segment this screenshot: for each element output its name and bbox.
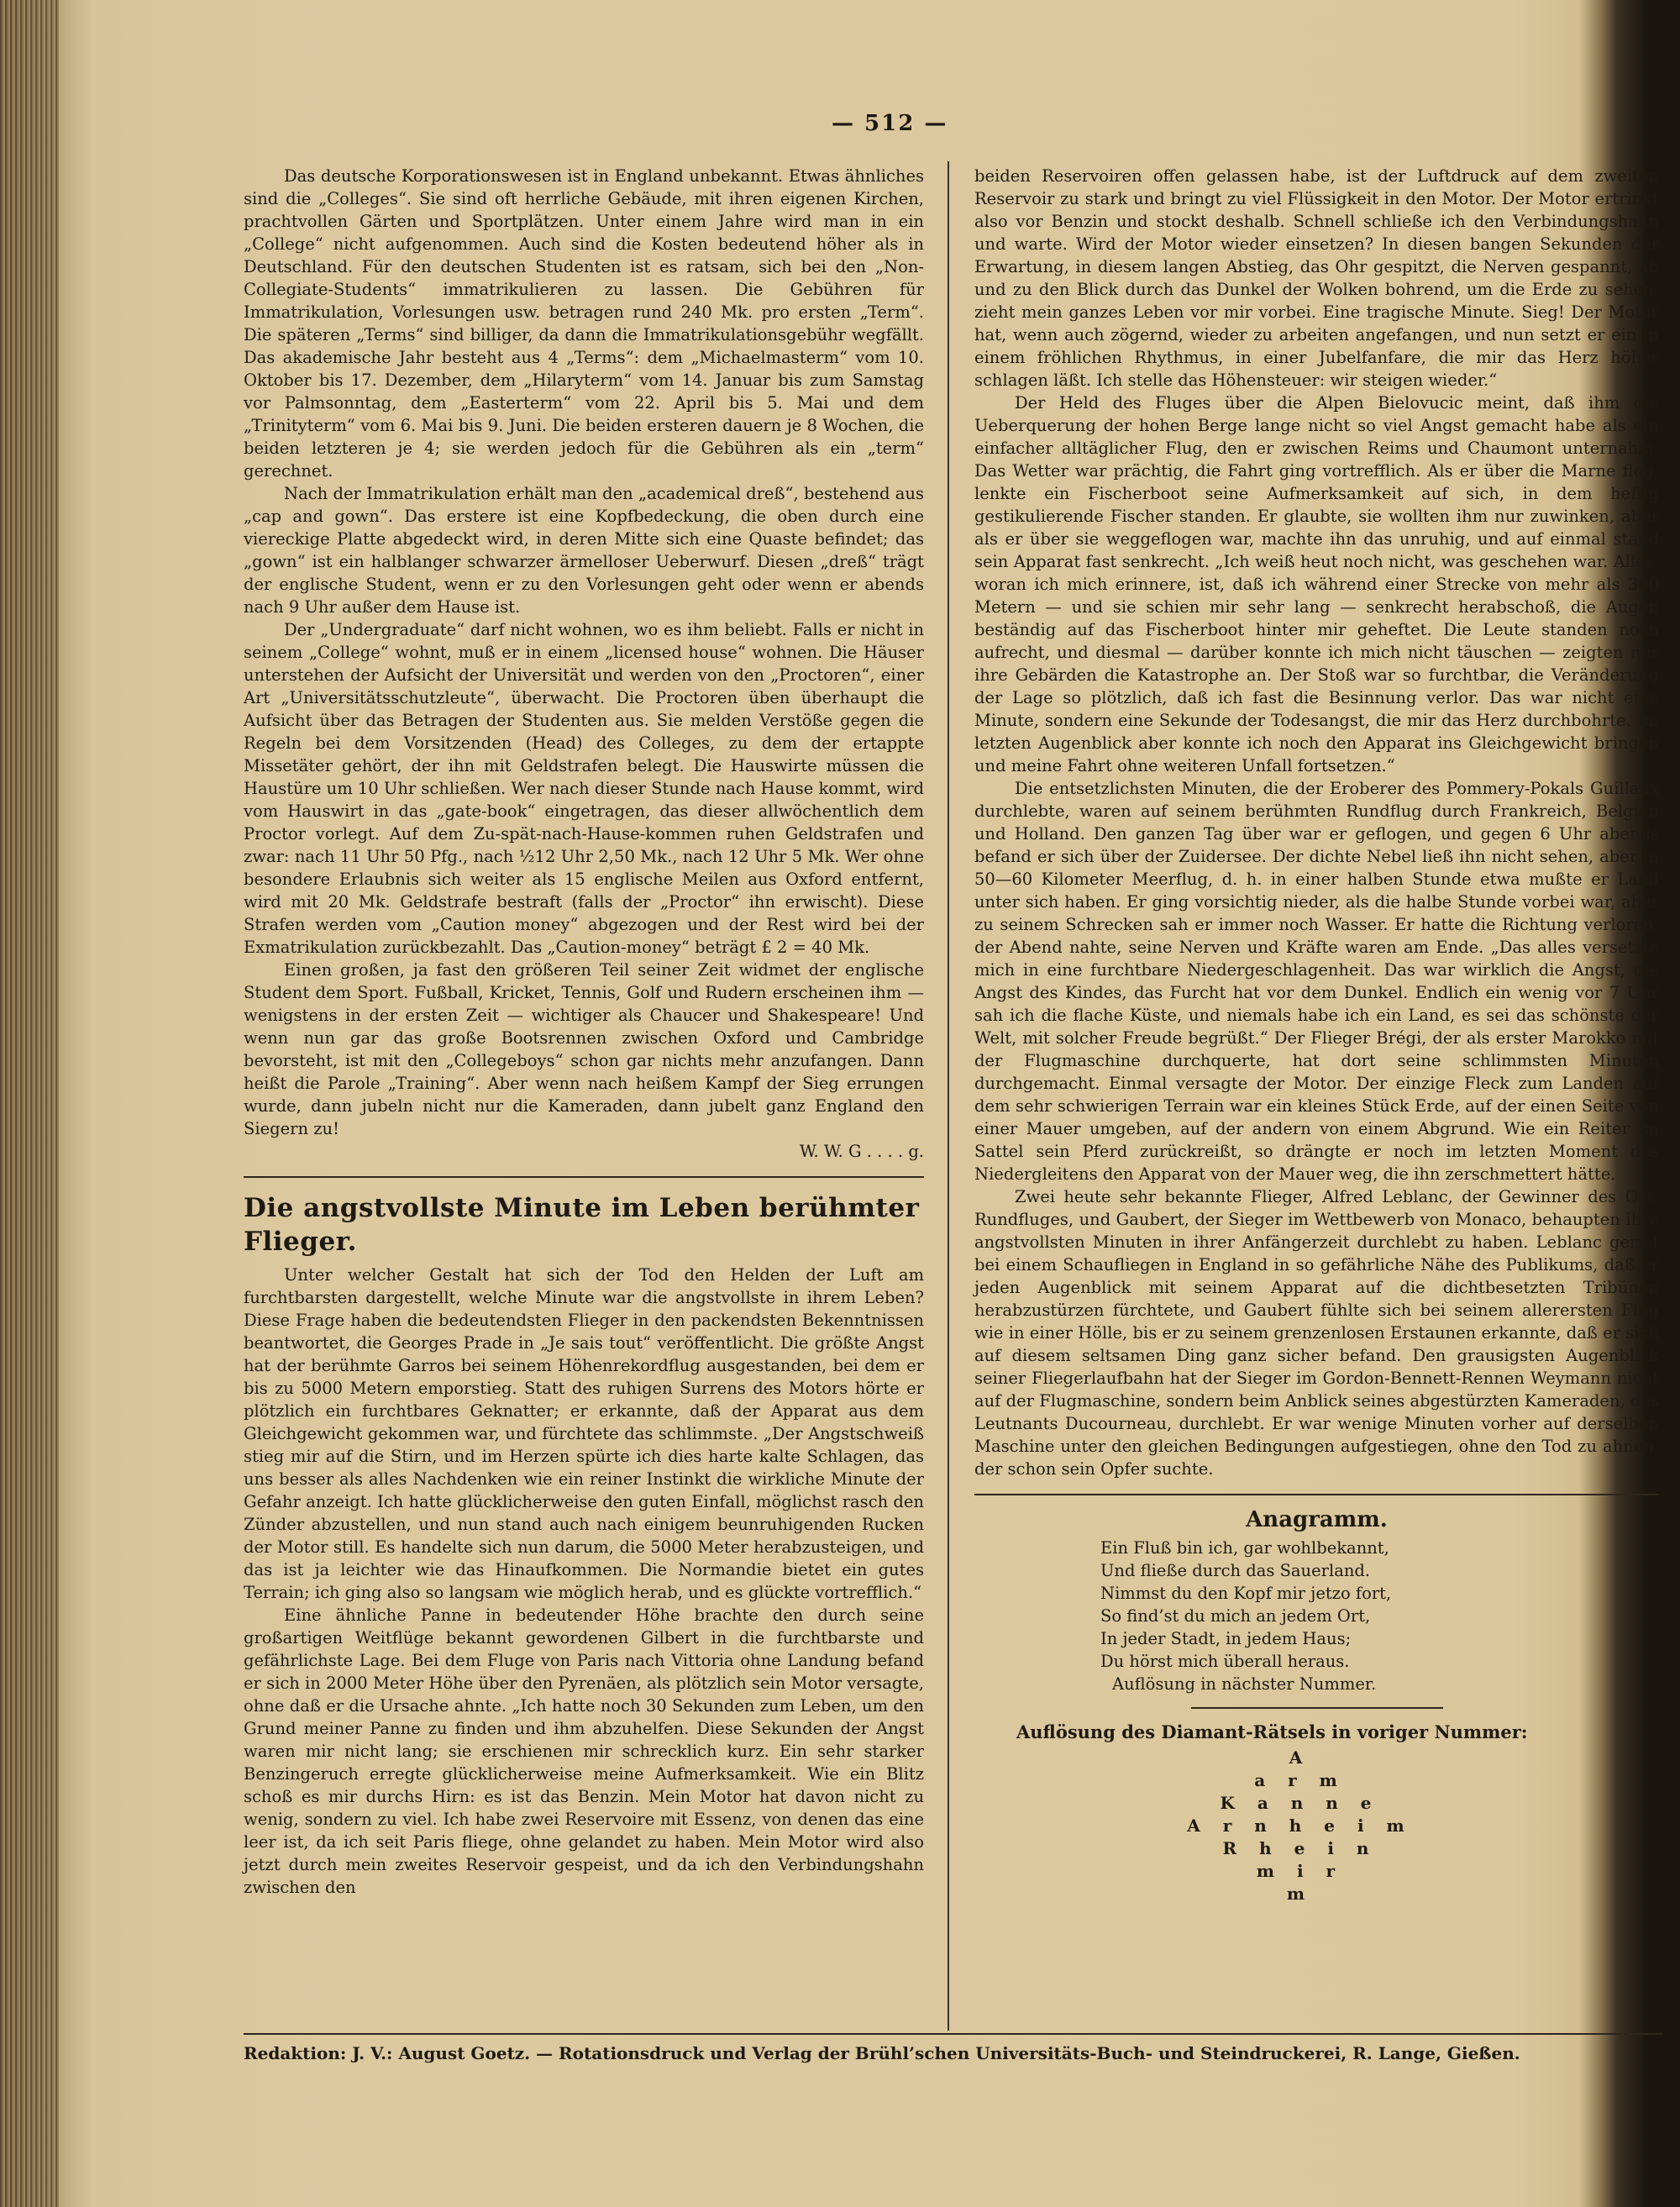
section-divider bbox=[1191, 1707, 1443, 1709]
newspaper-page bbox=[59, 0, 1659, 2207]
diamond-puzzle bbox=[941, 1747, 1659, 1905]
anagram-poem bbox=[1100, 1537, 1659, 1695]
anagram-title: Anagramm. bbox=[1246, 1507, 1388, 1532]
poem-line: So find’st du mich an jedem Ort, bbox=[1100, 1606, 1371, 1626]
paragraph: Eine ähnliche Panne in bedeutender Höhe brachte den durch seine großartigen Weitflüge bekannt gewordenen Gilbert in die furchtbarste und gefährlichste Lage. Bei dem Fluge von Paris nach Vittoria ohne Landung befand er sich in 2000 Meter Höhe über den Pyrenäen, als plötzlich sein Motor versagte, ohne daß er die Ursache ahnte. „Ich hatte noch 30 Sekunden zum Leben, um den Grund meiner Panne zu finden und ihm abzuhelfen. Diese Sekunden der Angst waren mir nicht lang; sie erschienen mir schrecklich kurz. Ein sehr starker Benzingeruch erregte glücklicherweise meine Aufmerksamkeit. Wie ein Blitz schoß es mir durchs Hirn: es ist das Benzin. Mein Motor hat davon nicht zu wenig, sondern zu viel. Ich habe zwei Reservoire mit Essenz, von denen das eine leer ist, da ich seit Paris fliege, ohne gelandet zu haben. Mein Motor wird also jetzt durch mein zweites Reservoir gespeist, und da ich den Verbindungshahn zwischen den bbox=[244, 1605, 924, 1897]
paragraph: Zwei heute sehr bekannte Flieger, Alfred Leblanc, der Gewinner des Ost-Rundfluges, und Gaubert, der Sieger im Wettbewerb von Monaco, behaupten ihre angstvollsten Minuten in ihrer Anfängerzeit durchlebt zu haben. Leblanc geriet bei einem Schaufliegen in England in so gefährliche Nähe des Publikums, daß er jeden Augenblick mit seinem Apparat auf die dichtbesetzten Tribünen herabzustürzen fürchtete, und Gaubert fühlte sich bei seinem allerersten Flug wie in einer Hölle, bis er zu seinem grenzenlosen Erstaunen erkannte, daß er sich auf diesem seltsamen Ding ganz sicher befand. Den grausigsten Augenblick seiner Fliegerlaufbahn hat der Sieger im Gordon-Bennett-Rennen Weymann nicht auf der Flugmaschine, sondern beim Anblick seines abgestürzten Kameraden, des Leutnants Ducourneau, durchlebt. Er war wenige Minuten vorher auf derselben Maschine unter den gleichen Bedingungen aufgestiegen, ohne den Tod zu ahnen, der schon sein Opfer suchte. bbox=[974, 1187, 1659, 1479]
page-number: — 512 — bbox=[832, 111, 948, 136]
left-column bbox=[244, 165, 924, 1899]
diamond-row: m bbox=[1286, 1884, 1314, 1904]
poem-line: Du hörst mich überall heraus. bbox=[1100, 1652, 1350, 1671]
paragraph: Der Held des Fluges über die Alpen Bielovucic meint, daß ihm die Ueberquerung der hohen Berge lange nicht so viel Angst gemacht habe als ein einfacher alltäglicher Flug, den er zwischen Reims und Chaumont unternahm. Das Wetter war prächtig, die Fahrt ging vortrefflich. Als er über die Marne flog, lenkte ein Fischerboot seine Aufmerksamkeit auf sich, in dem heftig gestikulierende Fischer standen. Er glaubte, sie wollten ihm nur zuwinken, aber als er über sie weggeflogen war, machte ihn das unruhig, und auf einmal stand sein Apparat fast senkrecht. „Ich weiß heut noch nicht, was geschehen war. Alles, woran ich mich erinnere, ist, daß ich während einer Strecke von mehr als 300 Metern — und sie schien mir sehr lang — senkrecht herabschoß, die Augen beständig auf das Fischerboot hinter mir geheftet. Die Leute standen noch aufrecht, und diesmal — darüber konnte ich mich nicht täuschen — zeigten mir ihre Gebärden die Katastrophe an. Der Stoß war so furchtbar, die Veränderung der Lage so plötzlich, daß ich fast die Besinnung verlor. Das war nicht eine Minute, sondern eine Sekunde der Todesangst, die mir das Herz durchbohrte. Im letzten Augenblick aber konnte ich noch den Apparat ins Gleichgewicht bringen und meine Fahrt ohne weiteren Unfall fortsetzen.“ bbox=[974, 393, 1659, 775]
paragraph: Die entsetzlichsten Minuten, die der Eroberer des Pommery-Pokals Guillaux durchlebte, waren auf seinem berühmten Rundflug durch Frankreich, Belgien und Holland. Den ganzen Tag über war er geflogen, und gegen 6 Uhr abends befand er sich über der Zuidersee. Der dichte Nebel ließ ihn nicht sehen, aber in 50—60 Kilometer Meerflug, d. h. in einer halben Stunde etwa mußte er Land unter sich haben. Er ging vorsichtig nieder, als die halbe Stunde vorbei war, aber zu seinem Schrecken sah er immer noch Wasser. Er hatte die Richtung verloren, der Abend nahte, seine Nerven und Kräfte waren am Ende. „Das alles versetzte mich in eine furchtbare Niedergeschlagenheit. Das war wirklich die Angst, die Angst des Kindes, das Furcht hat vor dem Dunkel. Endlich ein wenig vor 7 Uhr sah ich die flache Küste, und niemals habe ich ein Land, es sei das schönste der Welt, mit solcher Freude begrüßt.“ Der Flieger Brégi, der als erster Marokko mit der Flugmaschine durchquerte, hat dort seine schlimmsten Minuten durchgemacht. Einmal versagte der Motor. Der einzige Fleck zum Landen auf dem sehr schwierigen Terrain war ein kleines Stück Erde, auf der einen Seite von einer Mauer umgeben, auf der andern von einem Abgrund. Wie ein Reiter im Sattel sein Pferd zurückreißt, so drängte er noch im letzten Moment des Niedergleitens den Apparat von der Mauer weg, die ihn zerschmettert hätte. bbox=[974, 779, 1659, 1184]
diamond-row: R h e i n bbox=[1222, 1838, 1378, 1858]
poem-line: Ein Fluß bin ich, gar wohlbekannt, bbox=[1100, 1538, 1389, 1558]
paragraph: Nach der Immatrikulation erhält man den „academical dreß“, bestehend aus „cap and gown“. Das erstere ist eine Kopfbedeckung, die oben durch eine viereckige Platte abgedeckt wird, in deren Mitte sich eine Quaste befindet; das „gown“ ist ein halblanger schwarzer ärmelloser Ueberwurf. Diesen „dreß“ trägt der englische Student, wenn er zu den Vorlesungen geht oder wenn er abends nach 9 Uhr außer dem Hause ist. bbox=[244, 484, 924, 617]
paragraph: Einen großen, ja fast den größeren Teil seiner Zeit widmet der englische Student dem Sport. Fußball, Kricket, Tennis, Golf und Rudern erscheinen ihm — wenigstens in der ersten Zeit — wichtiger als Chaucer und Shakespeare! Und wenn nun gar das große Bootsrennen zwischen Oxford und Cambridge bevorsteht, ist mit den „Collegeboys“ schon gar nichts mehr anzufangen. Dann heißt die Parole „Training“. Aber wenn nach heißem Kampf der Sieg errungen wurde, dann jubeln nicht nur die Kameraden, dann jubelt ganz England den Siegern zu! bbox=[244, 960, 924, 1138]
poem-line: Auflösung in nächster Nummer. bbox=[1112, 1674, 1377, 1694]
right-column bbox=[974, 165, 1659, 1905]
paragraph: beiden Reservoiren offen gelassen habe, ist der Luftdruck auf dem zweiten Reservoir zu stark und bringt zu viel Flüssigkeit in den Motor. Der Motor ertrinkt also vor Benzin und stockt deshalb. Schnell schließe ich den Verbindungshahn und warte. Wird der Motor wieder einsetzen? In diesen bangen Sekunden der Erwartung, in diesem langen Abstieg, das Ohr gespitzt, die Nerven gespannt, ab und zu den Blick durch das Dunkel der Wolken bohrend, um die Erde zu sehen, zieht mein ganzes Leben vor mir vorbei. Eine tragische Minute. Sieg! Der Motor hat, wenn auch zögernd, wieder zu arbeiten angefangen, und nun setzt er ein in einem fröhlichen Rhythmus, in einer Jubelfanfare, die mir das Herz höher schlagen läßt. Ich stelle das Höhensteuer: wir steigen wieder.“ bbox=[974, 166, 1659, 390]
section-divider bbox=[244, 1176, 924, 1178]
article-heading: Die angstvollste Minute im Leben berühmter Flieger. bbox=[244, 1193, 920, 1257]
author-signature: W. W. G . . . . g. bbox=[799, 1142, 924, 1161]
paragraph: Unter welcher Gestalt hat sich der Tod den Helden der Luft am furchtbarsten dargestellt, welche Minute war die angstvollste in ihrem Leben? Diese Frage haben die bedeutendsten Flieger in den packendsten Bekenntnissen beantwortet, die Georges Prade in „Je sais tout“ veröffentlicht. Die größte Angst hat der berühmte Garros bei seinem Höhenrekordflug ausgestanden, bei dem er bis zu 5000 Metern emporstieg. Statt des ruhigen Surrens des Motors hörte er plötzlich ein furchtbares Geknatter; er erkannte, daß der Apparat aus dem Gleichgewicht gekommen war, und fürchtete das schlimmste. „Der Angstschweiß stieg mir auf die Stirn, und im Herzen spürte ich dies harte kalte Schlagen, das uns besser als alles Nachdenken wie ein reiner Instinkt die wirkliche Minute der Gefahr anzeigt. Ich hatte glücklicherweise den guten Einfall, möglichst rasch den Zünder abzustellen, und nun stand auch nach einigem beunruhigenden Rucken der Motor still. Es handelte sich nun darum, die 5000 Meter herabzusteigen, und das ist ja leichter wie das Hinaufkommen. Die Normandie bietet ein gutes Terrain; ich ging also so langsam wie möglich herab, und es glückte vortrefflich.“ bbox=[244, 1265, 924, 1602]
diamond-row: K a n n e bbox=[1220, 1793, 1380, 1813]
section-divider bbox=[974, 1494, 1659, 1495]
paragraph: Der „Undergraduate“ darf nicht wohnen, wo es ihm beliebt. Falls er nicht in seinem „College“ wohnt, muß er in einem „licensed house“ wohnen. Die Häuser unterstehen der Aufsicht der Universität und werden von den „Proctoren“, einer Art „Universitätsschutzleute“, überwacht. Die Proctoren üben überhaupt die Aufsicht über das Betragen der Studenten aus. Sie melden Verstöße gegen die Regeln bei dem Vorsitzenden (Head) des Colleges, zu dem der ertappte Missetäter gehört, der ihn mit Geldstrafen belegt. Die Hauswirte müssen die Haustüre um 10 Uhr schließen. Wer nach dieser Stunde nach Hause kommt, wird vom Hauswirt in das „gate-book“ eingetragen, das dieser allwöchentlich dem Proctor vorlegt. Auf dem Zu-spät-nach-Hause-kommen ruhen Geldstrafen und zwar: nach 11 Uhr 50 Pfg., nach ½12 Uhr 2,50 Mk., nach 12 Uhr 5 Mk. Wer ohne besondere Erlaubnis sich weiter als 15 englische Meilen aus Oxford entfernt, wird mit 20 Mk. Geldstrafe bestraft (falls der „Proctor“ ihn erwischt). Diese Strafen werden vom „Caution money“ abgezogen und der Rest wird bei der Exmatrikulation zurückbezahlt. Das „Caution-money“ beträgt £ 2 = 40 Mk. bbox=[244, 620, 924, 957]
diamond-row: A bbox=[1289, 1747, 1311, 1768]
imprint-footer: Redaktion: J. V.: August Goetz. — Rotationsdruck und Verlag der Brühl’schen Universitäts-Buch- und Steindruckerei, R. Lange, Gießen. bbox=[244, 2033, 1663, 2063]
poem-line: In jeder Stadt, in jedem Haus; bbox=[1100, 1629, 1352, 1648]
paragraph: Das deutsche Korporationswesen ist in England unbekannt. Etwas ähnliches sind die „Colleges“. Sie sind oft herrliche Gebäude, mit ihren eigenen Kirchen, prachtvollen Gärten und Sportplätzen. Unter einem Jahre wird man in ein „College“ nicht aufgenommen. Auch sind die Kosten bedeutend höher als in Deutschland. Für den deutschen Studenten ist es ratsam, sich bei den „Non-Collegiate-Students“ immatrikulieren zu lassen. Die Gebühren für Immatrikulation, Vorlesungen usw. betragen rund 240 Mk. pro ersten „Term“. Die späteren „Terms“ sind billiger, da dann die Immatrikulationsgebühr wegfällt. Das akademische Jahr besteht aus 4 „Terms“: dem „Michaelmasterm“ vom 10. Oktober bis 17. Dezember, dem „Hilaryterm“ vom 14. Januar bis zum Samstag vor Palmsonntag, dem „Easterterm“ vom 22. April bis 5. Mai und dem „Trinityterm“ vom 6. Mai bis 9. Juni. Die beiden ersteren dauern je 8 Wochen, die beiden letzteren je 4; sie werden jedoch für die Gebühren als ein „term“ gerechnet. bbox=[244, 166, 924, 481]
binding-gutter bbox=[0, 0, 59, 2207]
poem-line: Nimmst du den Kopf mir jetzo fort, bbox=[1100, 1584, 1392, 1603]
diamond-row: A r n h e i m bbox=[1187, 1816, 1413, 1836]
diamond-row: a r m bbox=[1254, 1770, 1346, 1790]
solution-title: Auflösung des Diamant-Rätsels in voriger Nummer: bbox=[1016, 1721, 1528, 1742]
diamond-row: m i r bbox=[1256, 1861, 1344, 1881]
poem-line: Und fließe durch das Sauerland. bbox=[1100, 1561, 1371, 1580]
